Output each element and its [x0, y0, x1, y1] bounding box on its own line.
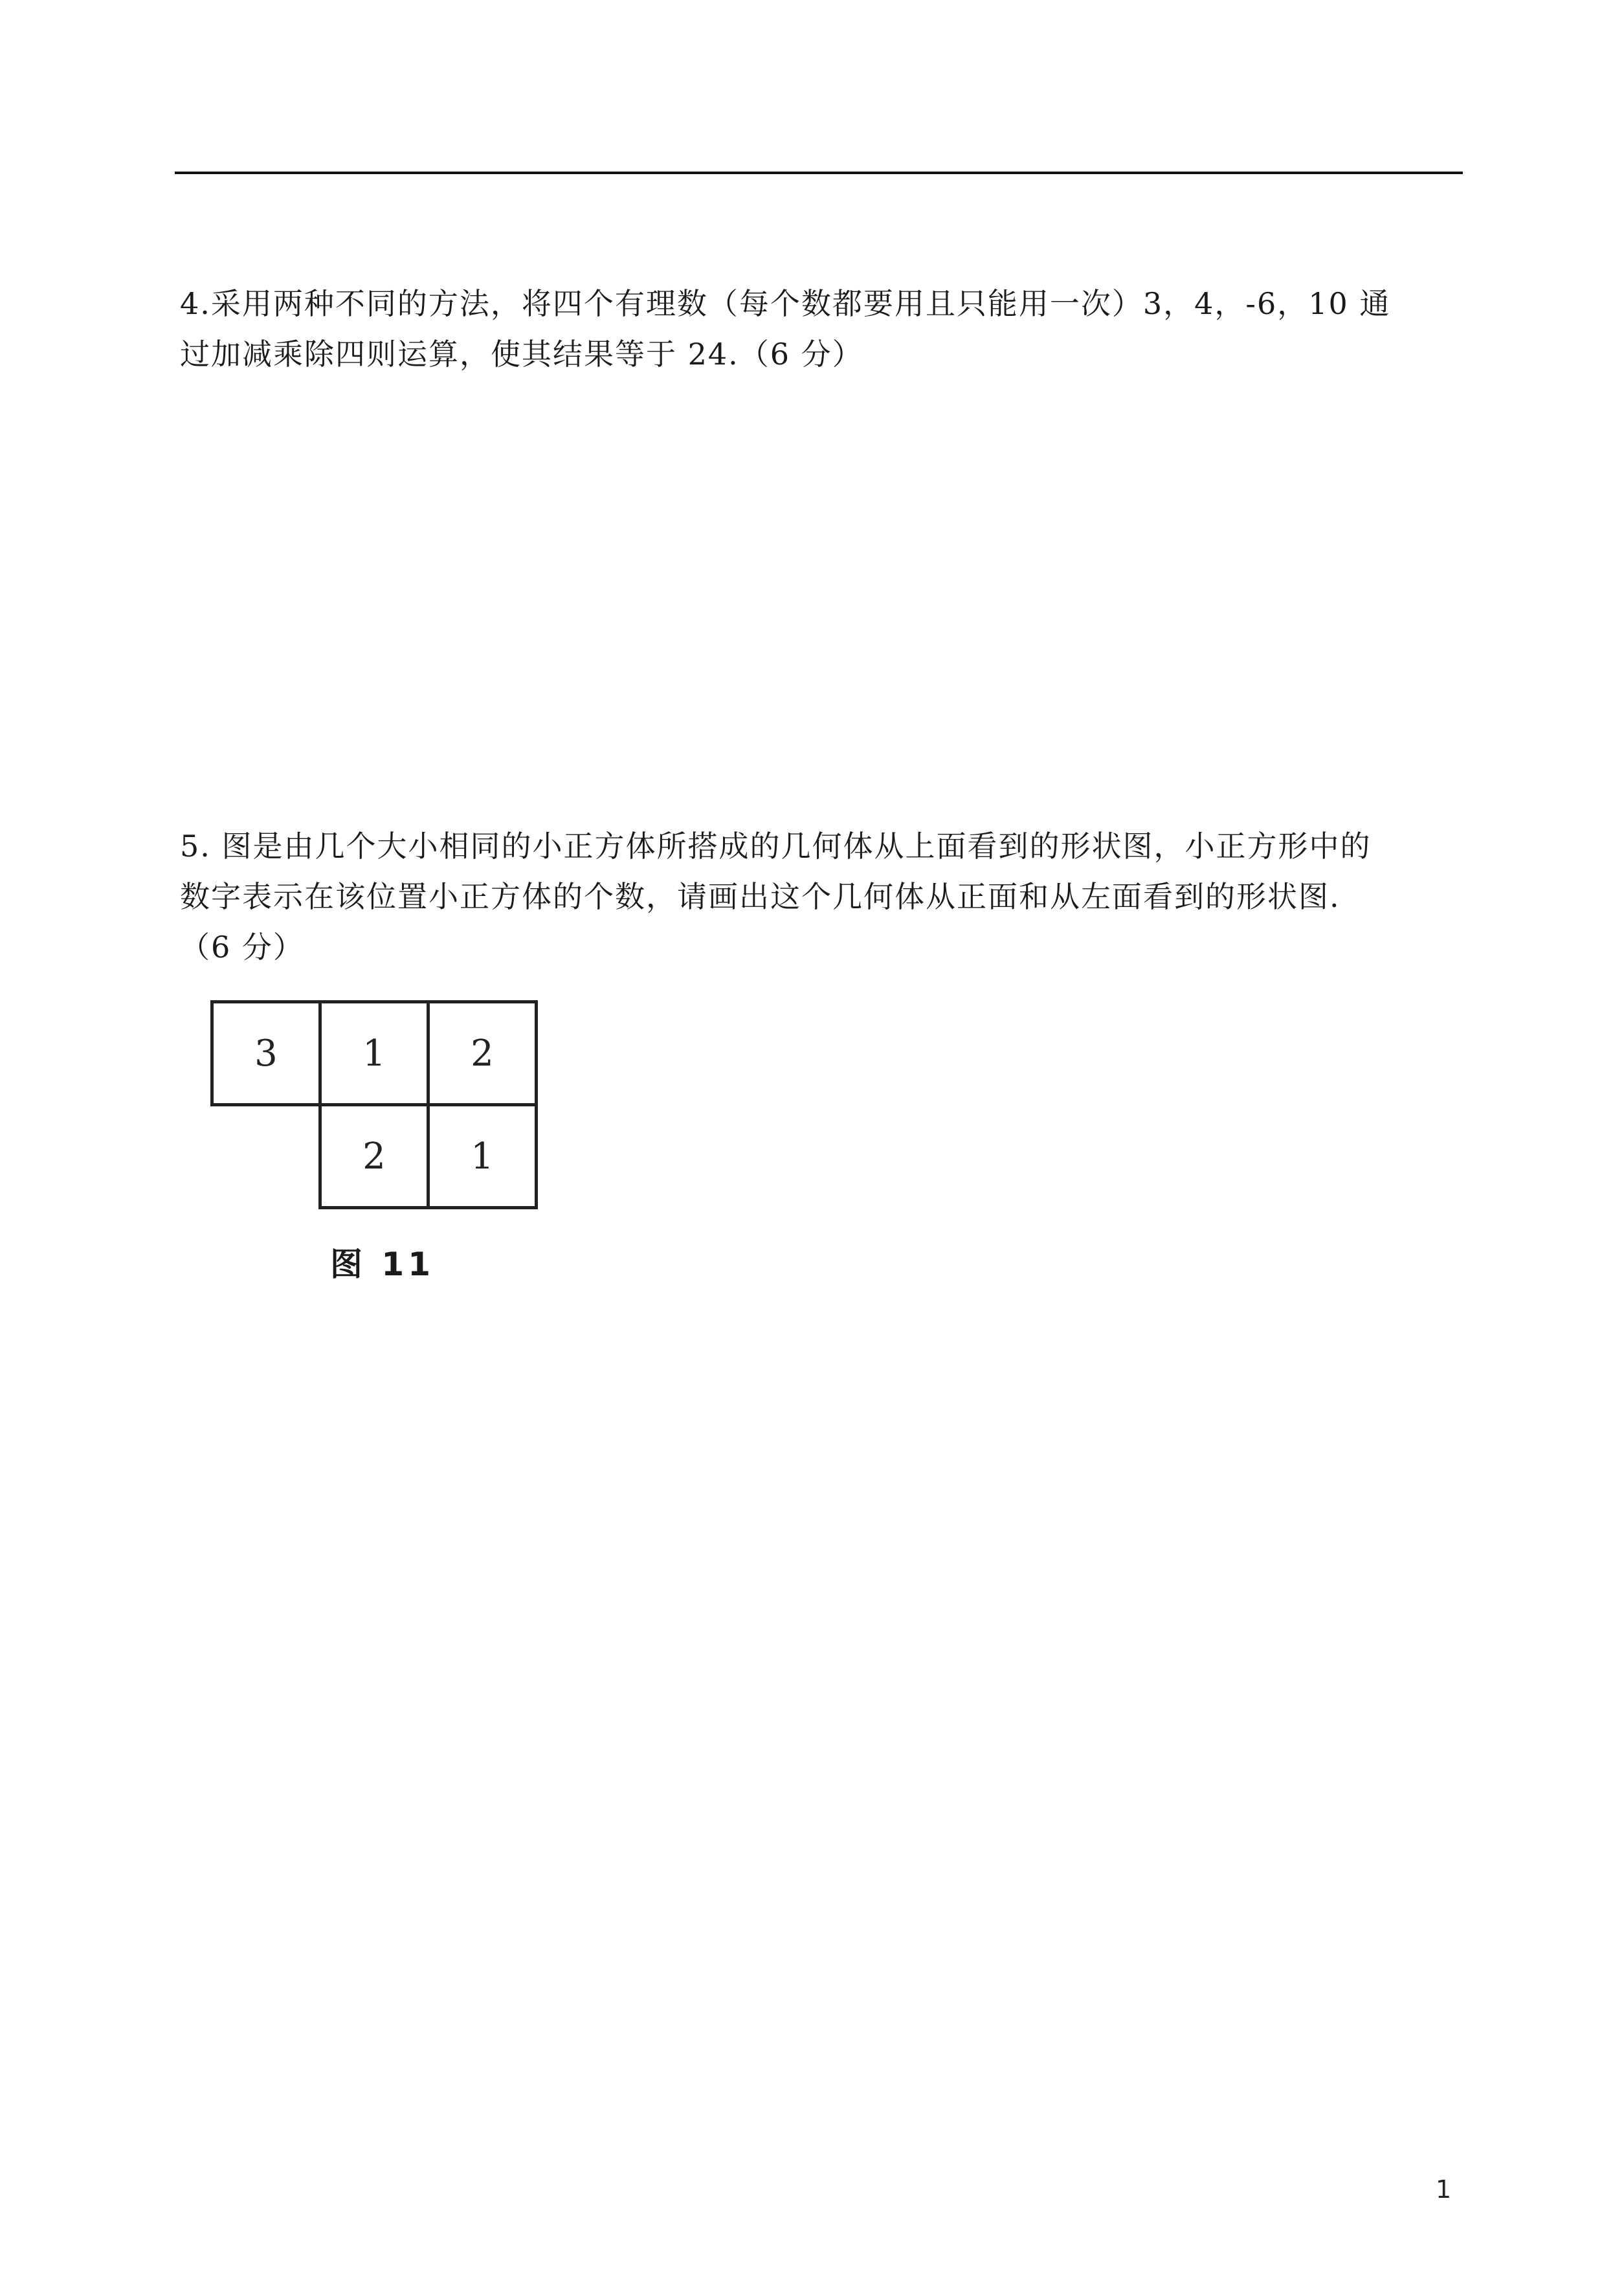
question-5-line-1: 5. 图是由几个大小相同的小正方体所搭成的几何体从上面看到的形状图，小正方形中的	[180, 829, 1372, 864]
figure-cell: 2	[427, 1000, 538, 1106]
question-5-line-2: 数字表示在该位置小正方体的个数，请画出这个几何体从正面和从左面看到的形状图.	[180, 879, 1340, 914]
figure-cell: 2	[318, 1103, 430, 1209]
question-4-line-2: 过加减乘除四则运算，使其结果等于 24.（6 分）	[180, 337, 863, 372]
figure-cell: 1	[318, 1000, 430, 1106]
figure-cell: 3	[210, 1000, 322, 1106]
figure-cell: 1	[427, 1103, 538, 1209]
figure-caption: 图 11	[330, 1246, 434, 1283]
header-rule	[175, 172, 1463, 174]
question-5	[180, 821, 1468, 972]
question-5-line-3: （6 分）	[180, 930, 304, 965]
question-4-line-1: 4.采用两种不同的方法，将四个有理数（每个数都要用且只能用一次）3，4，-6，10 通	[180, 286, 1391, 321]
top-view-figure	[210, 1000, 560, 1304]
question-4	[180, 278, 1468, 379]
page-number: 1	[1436, 2175, 1452, 2204]
